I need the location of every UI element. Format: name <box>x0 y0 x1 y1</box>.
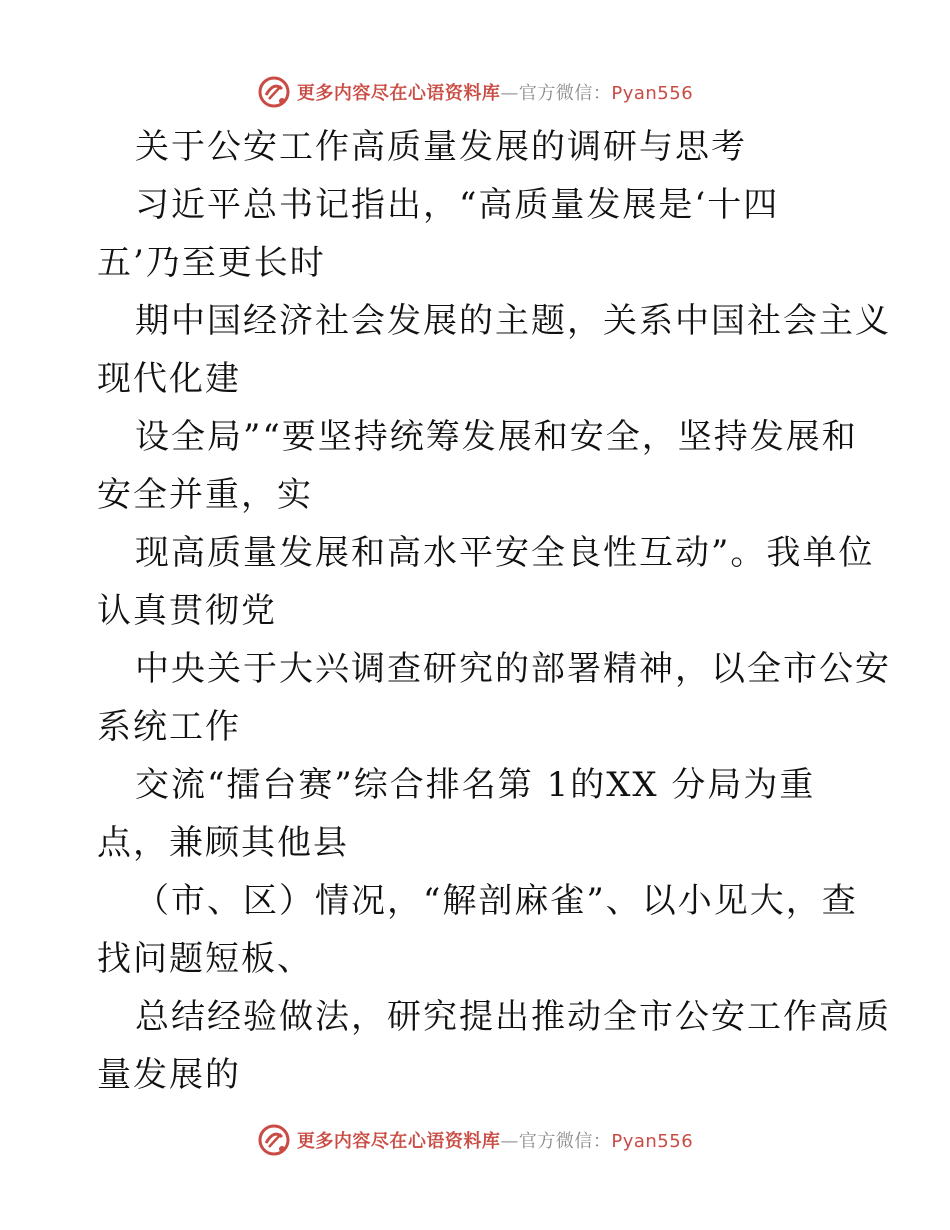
paragraph-line: 交流“擂台赛”综合排名第 1的XX 分局为重 <box>135 765 816 805</box>
document-title: 关于公安工作高质量发展的调研与思考 <box>135 127 747 167</box>
paragraph-line: （市、区）情况，“解剖麻雀”、以小见大，查 <box>135 881 858 921</box>
paragraph-line: 五’乃至更长时 <box>97 243 326 283</box>
library-logo-icon <box>257 75 291 109</box>
paragraph-line: 总结经验做法，研究提出推动全市公安工作高质 <box>135 997 891 1037</box>
paragraph-line: 认真贯彻党 <box>97 591 277 631</box>
watermark-main: 更多内容尽在心语资料库 <box>296 83 501 104</box>
paragraph-line: 设全局”“要坚持统筹发展和安全，坚持发展和 <box>135 417 858 457</box>
paragraph-line: 中央关于大兴调查研究的部署精神，以全市公安 <box>135 649 891 689</box>
watermark-wechat-id: Pyan556 <box>611 1131 694 1152</box>
watermark-official: 官方微信： <box>518 1131 612 1152</box>
document-body <box>97 118 891 1104</box>
library-logo-icon <box>257 1123 291 1157</box>
watermark-wechat-id: Pyan556 <box>611 83 694 104</box>
watermark-text <box>297 79 693 105</box>
paragraph-line: 期中国经济社会发展的主题，关系中国社会主义 <box>135 301 891 341</box>
watermark-header <box>0 72 950 112</box>
paragraph-line: 点，兼顾其他县 <box>97 823 349 863</box>
paragraph-line: 量发展的 <box>97 1055 241 1095</box>
watermark-separator: — <box>500 83 519 104</box>
paragraph-line: 找问题短板、 <box>97 939 313 979</box>
paragraph-line: 现代化建 <box>97 359 241 399</box>
watermark-official: 官方微信： <box>518 83 612 104</box>
watermark-text <box>297 1127 693 1153</box>
paragraph-line: 安全并重，实 <box>97 475 313 515</box>
paragraph-line: 现高质量发展和高水平安全良性互动”。我单位 <box>135 533 875 573</box>
watermark-separator: — <box>500 1131 519 1152</box>
watermark-main: 更多内容尽在心语资料库 <box>296 1131 501 1152</box>
paragraph-line: 习近平总书记指出，“高质量发展是‘十四 <box>135 185 780 225</box>
watermark-footer <box>0 1120 950 1160</box>
paragraph-line: 系统工作 <box>97 707 241 747</box>
